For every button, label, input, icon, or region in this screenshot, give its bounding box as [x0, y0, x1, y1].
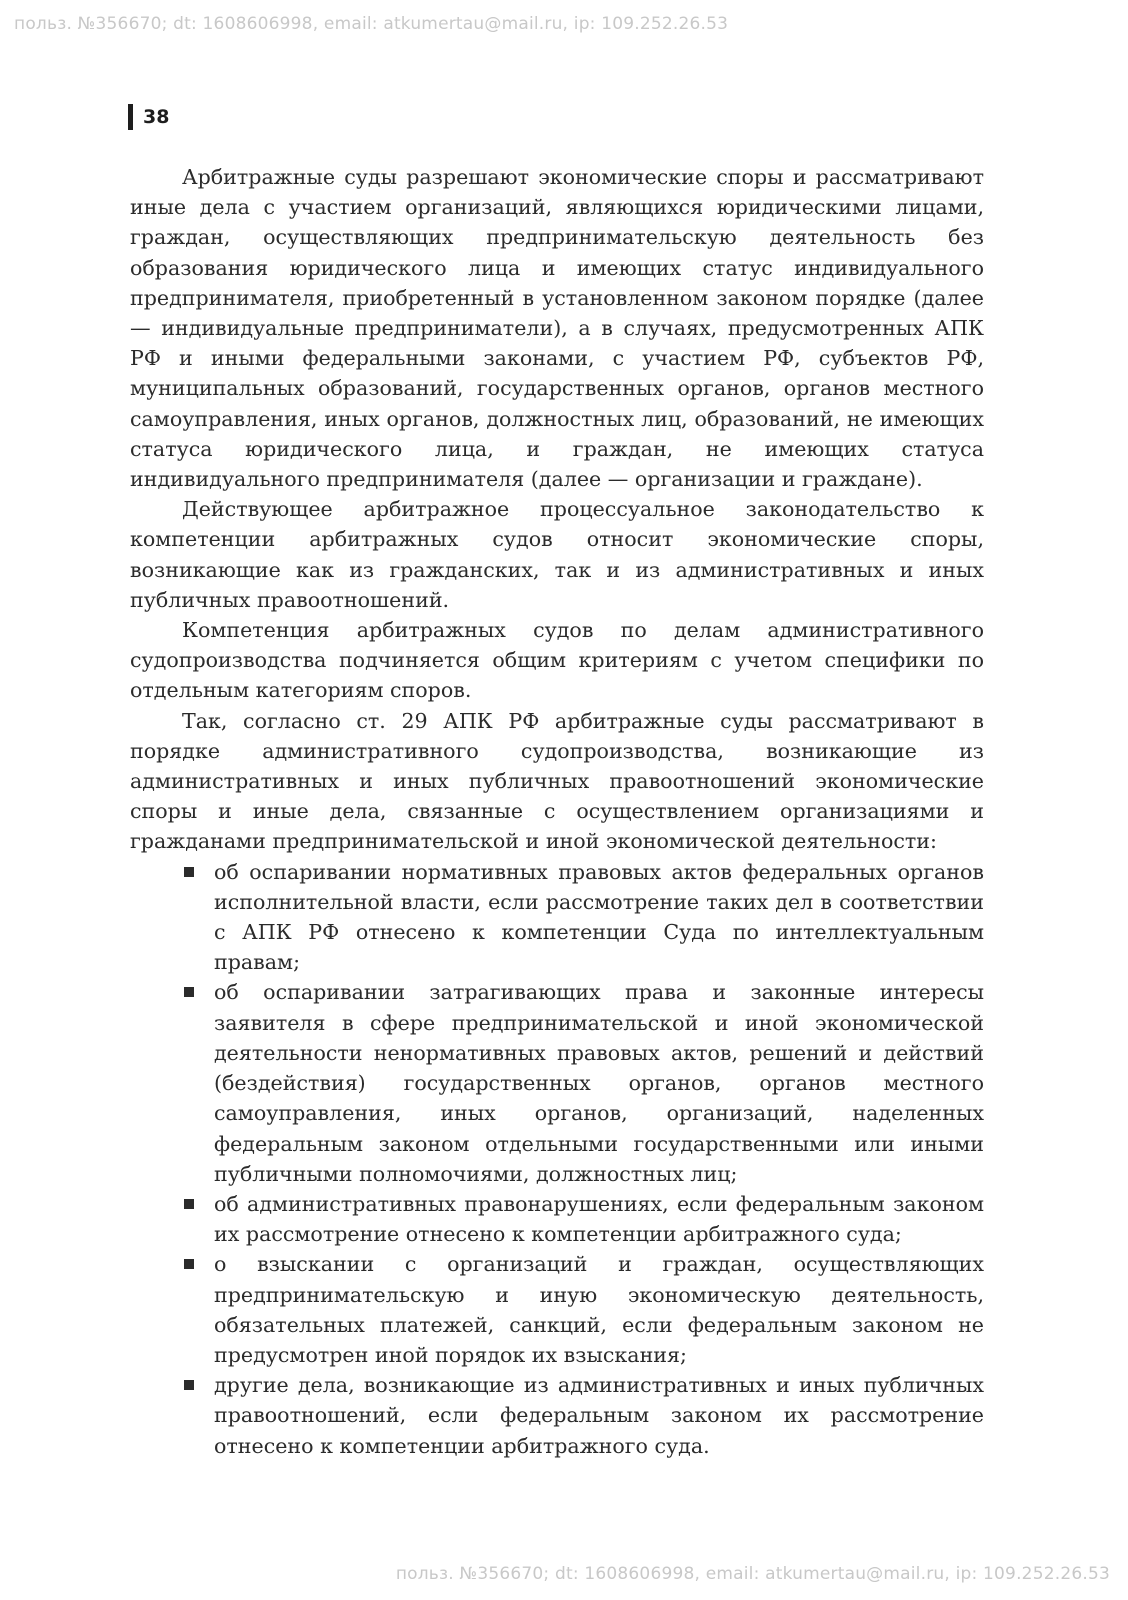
- square-bullet-icon: [184, 1259, 194, 1269]
- list-item: [214, 857, 984, 978]
- square-bullet-icon: [184, 987, 194, 997]
- list-item-text: другие дела, возникающие из административных и иных публичных правоотношений, если федеральным законом их рассмотрение отнесено к компетенции арбитражного суда.: [214, 1373, 984, 1458]
- page-number-value: 38: [143, 106, 170, 128]
- main-text: [130, 162, 984, 1461]
- page-number-bar: [128, 104, 133, 130]
- square-bullet-icon: [184, 867, 194, 877]
- page-number: [128, 104, 169, 130]
- paragraph: Действующее арбитражное процессуальное законодательство к компетенции арбитражных судов относит экономические споры, возникающие как из гражданских, так и из административных и иных публичных правоотношений.: [130, 497, 984, 612]
- list-item: [214, 977, 984, 1188]
- square-bullet-icon: [184, 1199, 194, 1209]
- list-item-text: о взыскании с организаций и граждан, осуществляющих предпринимательскую и иную экономическую деятельность, обязательных платежей, санкций, если федеральным законом не предусмотрен иной порядок их взыскания;: [214, 1252, 984, 1367]
- watermark-bottom: польз. №356670; dt: 1608606998, email: atkumertau@mail.ru, ip: 109.252.26.53: [395, 1564, 1110, 1584]
- list-item: [214, 1370, 984, 1461]
- list-item-text: об оспаривании затрагивающих права и законные интересы заявителя в сфере предпринимательской и иной экономической деятельности ненормативных правовых актов, решений и действий (бездействия) государственных органов, органов местного самоуправления, иных органов, организаций, наделенных федеральным законом отдельными государственными или иными публичными полномочиями, должностных лиц;: [214, 980, 984, 1186]
- list-item-text: об оспаривании нормативных правовых актов федеральных органов исполнительной власти, если рассмотрение таких дел в соответствии с АПК РФ отнесено к компетенции Суда по интеллектуальным правам;: [214, 859, 984, 975]
- paragraph: Так, согласно ст. 29 АПК РФ арбитражные суды рассматривают в порядке административного судопроизводства, возникающие из административных и иных публичных правоотношений экономические споры и иные дела, связанные с осуществлением организациями и гражданами предпринимательской и иной экономической деятельности:: [130, 708, 984, 854]
- paragraph: Компетенция арбитражных судов по делам административного судопроизводства подчиняется общим критериям с учетом специфики по отдельным категориям споров.: [130, 618, 984, 703]
- bullet-list: [130, 857, 984, 1461]
- watermark-top: польз. №356670; dt: 1608606998, email: atkumertau@mail.ru, ip: 109.252.26.53: [14, 14, 729, 34]
- list-item: [214, 1189, 984, 1249]
- square-bullet-icon: [184, 1380, 194, 1390]
- list-item-text: об административных правонарушениях, если федеральным законом их рассмотрение отнесено к компетенции арбитражного суда;: [214, 1191, 984, 1247]
- list-item: [214, 1249, 984, 1370]
- paragraph: Арбитражные суды разрешают экономические споры и рассматривают иные дела с участием организаций, являющихся юридическими лицами, граждан, осуществляющих предпринимательскую деятельность без образования юридического лица и имеющих статус индивидуального предпринимателя, приобретенный в установленном законом порядке (далее — индивидуальные предприниматели), а в случаях, предусмотренных АПК РФ и иными федеральными законами, с участием РФ, субъектов РФ, муниципальных образований, государственных органов, органов местного самоуправления, иных органов, должностных лиц, образований, не имеющих статуса юридического лица, и граждан, не имеющих статуса индивидуального предпринимателя (далее — организации и граждане).: [130, 165, 984, 492]
